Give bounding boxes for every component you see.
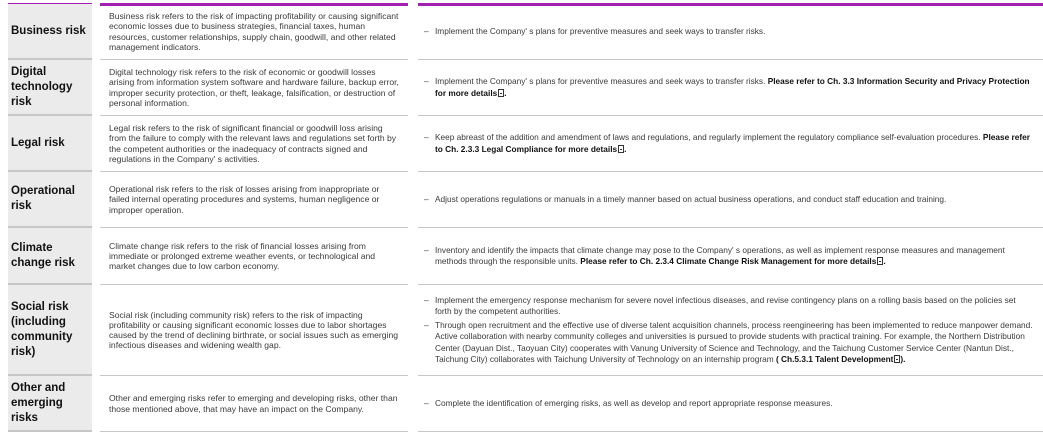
table-row — [0, 4, 1043, 60]
reference-suffix: . — [883, 256, 886, 266]
measure-item — [424, 26, 1033, 38]
bullet-dash: – — [424, 294, 429, 305]
reference-suffix: . — [504, 87, 507, 98]
measure-item — [424, 320, 1033, 366]
measure-item — [424, 194, 1033, 206]
table-row — [0, 376, 1043, 432]
measure-text: Through open recruitment and the effective use of diverse talent acquisition channels, process reengineering has been implemented to reduce manpower demand. Active collaboration with nearby community colleges and universities is pursued to provide students with practical training. For example, the Northern Distribution Center (Dayuan Dist., Taoyuan City) cooperates with Vanung University of Science and Technology, and the Taichung Customer Service Center (Nantun Dist., Taichung City) collaborates with Taichung University of Technology on an internship program — [435, 319, 1033, 364]
risk-category-label: Other and emerging risks — [8, 376, 92, 432]
document-link-icon[interactable] — [618, 143, 627, 154]
bullet-dash: – — [424, 193, 429, 204]
document-link-icon[interactable] — [894, 355, 900, 363]
measure-item — [424, 245, 1033, 268]
table-row — [0, 172, 1043, 228]
response-measures — [418, 4, 1043, 60]
measure-item — [424, 295, 1033, 318]
measure-item — [424, 398, 1033, 410]
bullet-dash: – — [424, 319, 429, 330]
chapter-reference-text[interactable]: Please refer to Ch. 3.3 Information Security and Privacy Protection for more details — [435, 76, 1030, 98]
measure-text: Adjust operations regulations or manuals in a timely manner based on actual business operations, and conduct staff education and training. — [435, 193, 947, 204]
table-row — [0, 116, 1043, 172]
bullet-dash: – — [424, 244, 429, 255]
bullet-dash: – — [424, 132, 429, 142]
risk-definition: Other and emerging risks refer to emerging and developing risks, other than those mentioned above, that may have an impact on the Company. — [100, 376, 408, 432]
document-link-icon[interactable] — [498, 87, 507, 98]
table-row — [0, 285, 1043, 376]
risk-category-label: Climate change risk — [8, 228, 92, 285]
risk-category-label: Digital technology risk — [8, 60, 92, 116]
table-row — [0, 60, 1043, 116]
bullet-dash: – — [424, 76, 429, 86]
risk-definition: Social risk (including community risk) refers to the risk of impacting profitability or causing significant economic losses due to labor shortages caused by the trend of declining birthrate, or social issues such as emerging infectious diseases and widening wealth gap. — [100, 285, 408, 376]
risk-category-label: Legal risk — [8, 116, 92, 172]
measure-item — [424, 132, 1033, 155]
measure-text: Inventory and identify the impacts that climate change may pose to the Company' s operations, as well as implement response measures and management methods through the responsible units. — [435, 244, 1005, 266]
bullet-dash: – — [424, 25, 429, 36]
risk-category-label: Operational risk — [8, 172, 92, 228]
response-measures — [418, 60, 1043, 116]
response-measures — [418, 285, 1043, 376]
chapter-reference-text[interactable]: Please refer to Ch. 2.3.4 Climate Change Risk Management for more details — [580, 256, 877, 266]
measure-item — [424, 76, 1033, 99]
reference-suffix: . — [624, 143, 627, 154]
table-row — [0, 228, 1043, 285]
measure-text: Keep abreast of the addition and amendment of laws and regulations, and regularly implement the regulatory compliance self-evaluation procedures. — [435, 132, 983, 142]
risk-category-label: Social risk (including community risk) — [8, 285, 92, 376]
bullet-dash: – — [424, 397, 429, 408]
measure-text: Implement the Company' s plans for preventive measures and seek ways to transfer risks. — [435, 76, 768, 86]
response-measures — [418, 116, 1043, 172]
reference-suffix: ). — [900, 354, 906, 364]
risk-definition: Legal risk refers to the risk of significant financial or goodwill loss arising from the failure to comply with the relevant laws and regulations set forth by the competent authorities or the inadequacy of contracts signed and regulations in the Company' s activities. — [100, 116, 408, 172]
risk-definition: Digital technology risk refers to the risk of economic or goodwill losses arising from information system software and hardware failure, backup error, improper security protection, or theft, leakage, falsification, or destruction of personal information. — [100, 60, 408, 116]
response-measures — [418, 228, 1043, 285]
chapter-reference-text[interactable]: Please refer to Ch. 2.3.3 Legal Compliance for more details — [435, 132, 1030, 154]
risk-definition: Business risk refers to the risk of impacting profitability or causing significant economic losses due to business strategies, financial taxes, human resources, customer relationships, supply chain, goodwill, and other related management indicators. — [100, 4, 408, 60]
risk-definition: Operational risk refers to the risk of losses arising from inappropriate or failed internal operating procedures and systems, human negligence or improper operation. — [100, 172, 408, 228]
measure-text: Implement the emergency response mechanism for severe novel infectious diseases, and revise contingency plans on a rolling basis based on the policies set forth by the competent authorities. — [435, 294, 1016, 316]
measure-text: Complete the identification of emerging risks, as well as develop and report appropriate response measures. — [435, 397, 833, 408]
risk-category-label: Business risk — [8, 4, 92, 60]
chapter-reference-link[interactable] — [776, 354, 906, 364]
response-measures — [418, 376, 1043, 432]
chapter-reference-text[interactable]: ( Ch.5.3.1 Talent Development — [775, 354, 894, 364]
response-measures — [418, 172, 1043, 228]
risk-definition: Climate change risk refers to the risk of financial losses arising from immediate or prolonged extreme weather events, or technological and market changes due to low carbon economy. — [100, 228, 408, 285]
measure-text: Implement the Company' s plans for preventive measures and seek ways to transfer risks. — [435, 25, 766, 36]
document-link-icon[interactable] — [877, 256, 886, 266]
chapter-reference-link[interactable] — [580, 256, 885, 266]
